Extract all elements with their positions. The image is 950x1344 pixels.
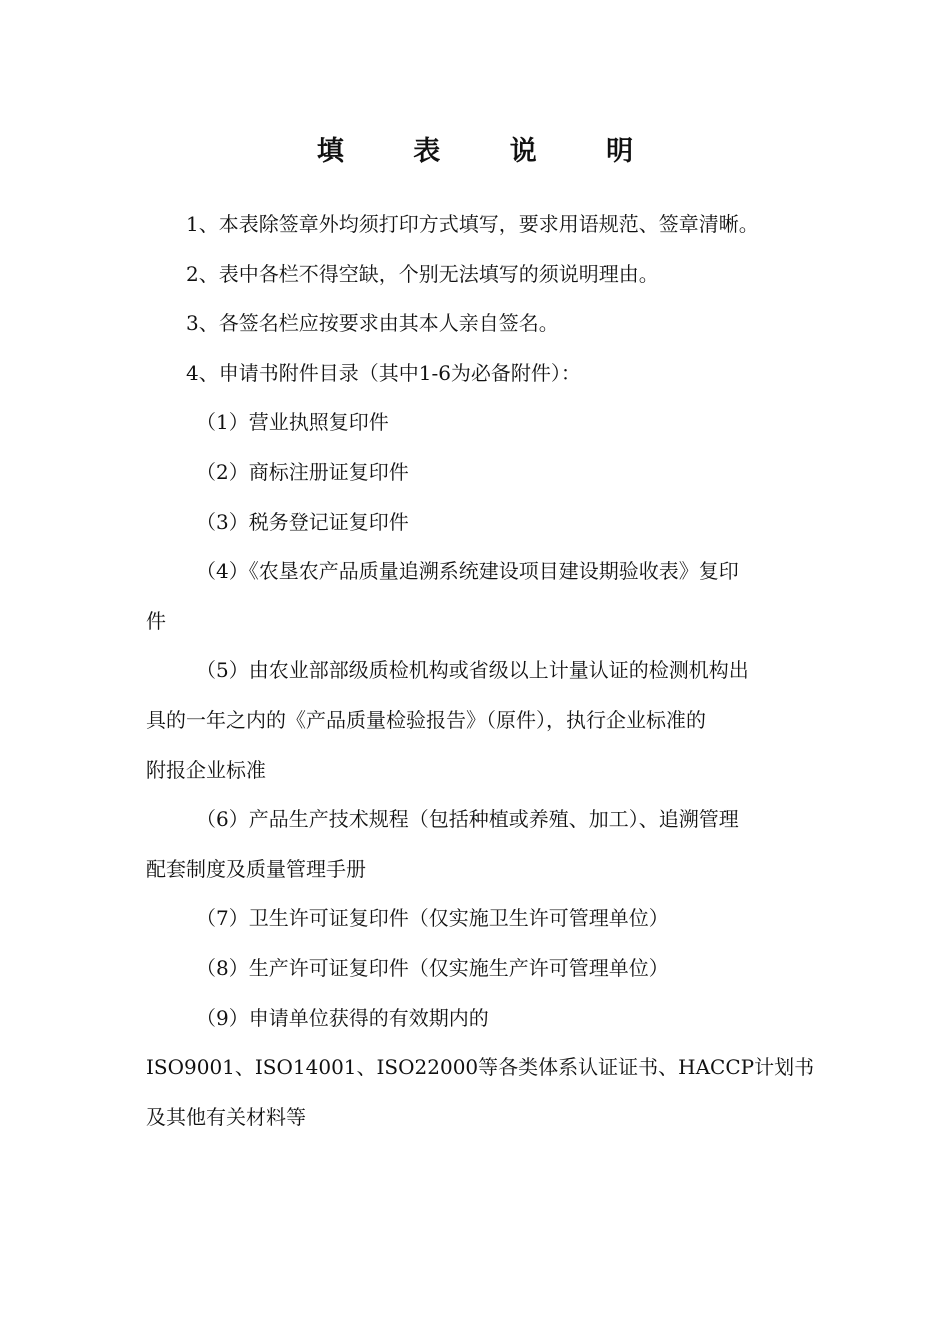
attachment-2: （2）商标注册证复印件 <box>196 459 409 484</box>
attachment-6-line-2: 配套制度及质量管理手册 <box>146 856 366 881</box>
attachment-9-line-2: ISO9001、ISO14001、ISO22000等各类体系认证证书、HACCP计划书 <box>146 1055 815 1080</box>
page-title: 填 表 说 明 <box>316 136 664 167</box>
instruction-item-4: 4、申请书附件目录（其中1-6为必备附件）： <box>186 360 581 385</box>
attachment-9-line-3: 及其他有关材料等 <box>146 1104 306 1129</box>
attachment-4-line-1: （4）《农垦农产品质量追溯系统建设项目建设期验收表》复印 <box>196 559 739 584</box>
instruction-item-3: 3、各签名栏应按要求由其本人亲自签名。 <box>186 311 559 336</box>
instruction-item-2: 2、表中各栏不得空缺，个别无法填写的须说明理由。 <box>186 261 659 286</box>
attachment-8: （8）生产许可证复印件（仅实施生产许可管理单位） <box>196 955 669 980</box>
attachment-9-line-1: （9）申请单位获得的有效期内的 <box>196 1005 489 1030</box>
attachment-5-line-3: 附报企业标准 <box>146 757 266 782</box>
attachment-5-line-2: 具的一年之内的《产品质量检验报告》（原件），执行企业标准的 <box>146 707 706 732</box>
attachment-4-line-2: 件 <box>146 608 166 633</box>
attachment-1: （1）营业执照复印件 <box>196 410 389 435</box>
attachment-6-line-1: （6）产品生产技术规程（包括种植或养殖、加工）、追溯管理 <box>196 807 739 832</box>
attachment-5-line-1: （5）由农业部部级质检机构或省级以上计量认证的检测机构出 <box>196 658 749 683</box>
instruction-item-1: 1、本表除签章外均须打印方式填写，要求用语规范、签章清晰。 <box>186 212 759 236</box>
attachment-3: （3）税务登记证复印件 <box>196 509 409 534</box>
attachment-7: （7）卫生许可证复印件（仅实施卫生许可管理单位） <box>196 906 669 931</box>
instructions-body <box>146 200 815 1142</box>
